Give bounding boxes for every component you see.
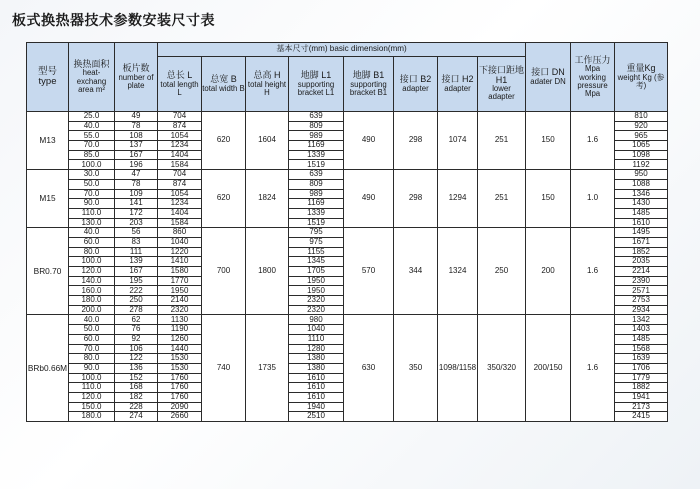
plates-cell: 152 bbox=[115, 373, 158, 383]
length-cell: 1260 bbox=[158, 334, 202, 344]
weight-cell: 2173 bbox=[615, 402, 668, 412]
bracket-l1-cell: 1380 bbox=[289, 363, 344, 373]
lower-adapter-cell: 350/320 bbox=[478, 315, 526, 422]
weight-cell: 1098 bbox=[615, 150, 668, 160]
dn-cell: 150 bbox=[526, 112, 571, 170]
bracket-l1-cell: 1345 bbox=[289, 257, 344, 267]
bracket-l1-cell: 1519 bbox=[289, 160, 344, 170]
plates-cell: 78 bbox=[115, 179, 158, 189]
area-cell: 110.0 bbox=[69, 208, 115, 218]
plates-cell: 56 bbox=[115, 228, 158, 238]
plates-cell: 274 bbox=[115, 412, 158, 422]
bracket-l1-cell: 975 bbox=[289, 237, 344, 247]
length-cell: 1054 bbox=[158, 189, 202, 199]
plates-cell: 141 bbox=[115, 199, 158, 209]
weight-cell: 1706 bbox=[615, 363, 668, 373]
plates-cell: 49 bbox=[115, 112, 158, 122]
plates-cell: 203 bbox=[115, 218, 158, 228]
weight-cell: 2214 bbox=[615, 267, 668, 277]
bracket-l1-cell: 989 bbox=[289, 189, 344, 199]
bracket-b1-cell: 570 bbox=[344, 228, 394, 315]
height-cell: 1824 bbox=[246, 170, 289, 228]
area-cell: 40.0 bbox=[69, 315, 115, 325]
weight-cell: 1882 bbox=[615, 383, 668, 393]
weight-cell: 1346 bbox=[615, 189, 668, 199]
weight-cell: 1403 bbox=[615, 325, 668, 335]
plates-cell: 136 bbox=[115, 363, 158, 373]
weight-cell: 950 bbox=[615, 170, 668, 180]
adapter-h2-cell: 1324 bbox=[438, 228, 478, 315]
area-cell: 130.0 bbox=[69, 218, 115, 228]
bracket-l1-cell: 1950 bbox=[289, 276, 344, 286]
area-cell: 150.0 bbox=[69, 402, 115, 412]
plates-cell: 47 bbox=[115, 170, 158, 180]
weight-cell: 1568 bbox=[615, 344, 668, 354]
plates-cell: 250 bbox=[115, 296, 158, 306]
adapter-h2-cell: 1074 bbox=[438, 112, 478, 170]
area-cell: 40.0 bbox=[69, 228, 115, 238]
area-cell: 140.0 bbox=[69, 276, 115, 286]
length-cell: 1760 bbox=[158, 392, 202, 402]
weight-cell: 1485 bbox=[615, 334, 668, 344]
weight-cell: 2390 bbox=[615, 276, 668, 286]
area-cell: 200.0 bbox=[69, 305, 115, 315]
header-plates: 板片数 number of plate bbox=[115, 43, 158, 112]
weight-cell: 965 bbox=[615, 131, 668, 141]
length-cell: 1040 bbox=[158, 237, 202, 247]
width-cell: 620 bbox=[202, 112, 246, 170]
header-total-length: 总长 L total length L bbox=[158, 57, 202, 112]
weight-cell: 1192 bbox=[615, 160, 668, 170]
bracket-l1-cell: 1169 bbox=[289, 141, 344, 151]
adapter-b2-cell: 350 bbox=[394, 315, 438, 422]
bracket-l1-cell: 639 bbox=[289, 170, 344, 180]
spec-table bbox=[26, 42, 668, 422]
pressure-cell: 1.6 bbox=[571, 315, 615, 422]
weight-cell: 1779 bbox=[615, 373, 668, 383]
length-cell: 1130 bbox=[158, 315, 202, 325]
bracket-l1-cell: 1940 bbox=[289, 402, 344, 412]
weight-cell: 1610 bbox=[615, 218, 668, 228]
weight-cell: 1941 bbox=[615, 392, 668, 402]
bracket-l1-cell: 1610 bbox=[289, 373, 344, 383]
length-cell: 1950 bbox=[158, 286, 202, 296]
bracket-l1-cell: 1280 bbox=[289, 344, 344, 354]
bracket-l1-cell: 1169 bbox=[289, 199, 344, 209]
header-model: 型号 type bbox=[27, 43, 69, 112]
plates-cell: 122 bbox=[115, 354, 158, 364]
plates-cell: 108 bbox=[115, 131, 158, 141]
model-cell: BR0.70 bbox=[27, 228, 69, 315]
header-total-width: 总宽 B total width B bbox=[202, 57, 246, 112]
area-cell: 100.0 bbox=[69, 160, 115, 170]
area-cell: 100.0 bbox=[69, 373, 115, 383]
area-cell: 70.0 bbox=[69, 344, 115, 354]
header-lower-adapter-h1: 下接口距地 H1 lower adapter bbox=[478, 57, 526, 112]
bracket-l1-cell: 639 bbox=[289, 112, 344, 122]
bracket-l1-cell: 1339 bbox=[289, 150, 344, 160]
bracket-l1-cell: 809 bbox=[289, 121, 344, 131]
model-cell: M13 bbox=[27, 112, 69, 170]
header-area: 换热面积 heat-exchang area m² bbox=[69, 43, 115, 112]
plates-cell: 167 bbox=[115, 150, 158, 160]
model-cell: M15 bbox=[27, 170, 69, 228]
area-cell: 60.0 bbox=[69, 237, 115, 247]
weight-cell: 1852 bbox=[615, 247, 668, 257]
length-cell: 1234 bbox=[158, 199, 202, 209]
area-cell: 180.0 bbox=[69, 296, 115, 306]
weight-cell: 1485 bbox=[615, 208, 668, 218]
table-row bbox=[27, 112, 668, 122]
length-cell: 874 bbox=[158, 179, 202, 189]
table-row bbox=[27, 228, 668, 238]
plates-cell: 83 bbox=[115, 237, 158, 247]
length-cell: 1404 bbox=[158, 208, 202, 218]
table-row bbox=[27, 170, 668, 180]
width-cell: 620 bbox=[202, 170, 246, 228]
area-cell: 70.0 bbox=[69, 141, 115, 151]
bracket-l1-cell: 1519 bbox=[289, 218, 344, 228]
table-row bbox=[27, 315, 668, 325]
length-cell: 1770 bbox=[158, 276, 202, 286]
plates-cell: 167 bbox=[115, 267, 158, 277]
adapter-b2-cell: 298 bbox=[394, 112, 438, 170]
weight-cell: 1430 bbox=[615, 199, 668, 209]
plates-cell: 278 bbox=[115, 305, 158, 315]
width-cell: 740 bbox=[202, 315, 246, 422]
length-cell: 704 bbox=[158, 112, 202, 122]
area-cell: 70.0 bbox=[69, 189, 115, 199]
weight-cell: 2934 bbox=[615, 305, 668, 315]
weight-cell: 1495 bbox=[615, 228, 668, 238]
weight-cell: 920 bbox=[615, 121, 668, 131]
weight-cell: 2415 bbox=[615, 412, 668, 422]
bracket-l1-cell: 1110 bbox=[289, 334, 344, 344]
length-cell: 1530 bbox=[158, 354, 202, 364]
area-cell: 100.0 bbox=[69, 257, 115, 267]
header-pressure: 工作压力 Mpa working pressure Mpa bbox=[571, 43, 615, 112]
width-cell: 700 bbox=[202, 228, 246, 315]
length-cell: 1410 bbox=[158, 257, 202, 267]
plates-cell: 111 bbox=[115, 247, 158, 257]
bracket-l1-cell: 809 bbox=[289, 179, 344, 189]
plates-cell: 78 bbox=[115, 121, 158, 131]
plates-cell: 196 bbox=[115, 160, 158, 170]
dn-cell: 200 bbox=[526, 228, 571, 315]
length-cell: 1220 bbox=[158, 247, 202, 257]
bracket-l1-cell: 1339 bbox=[289, 208, 344, 218]
header-weight: 重量Kg weight Kg (参考) bbox=[615, 43, 668, 112]
area-cell: 30.0 bbox=[69, 170, 115, 180]
area-cell: 90.0 bbox=[69, 363, 115, 373]
model-cell: BRb0.66M bbox=[27, 315, 69, 422]
area-cell: 85.0 bbox=[69, 150, 115, 160]
plates-cell: 106 bbox=[115, 344, 158, 354]
adapter-b2-cell: 298 bbox=[394, 170, 438, 228]
weight-cell: 2035 bbox=[615, 257, 668, 267]
area-cell: 80.0 bbox=[69, 354, 115, 364]
header-basic-dimension: 基本尺寸(mm) basic dimension(mm) bbox=[158, 43, 526, 57]
plates-cell: 139 bbox=[115, 257, 158, 267]
area-cell: 60.0 bbox=[69, 334, 115, 344]
weight-cell: 2753 bbox=[615, 296, 668, 306]
lower-adapter-cell: 251 bbox=[478, 112, 526, 170]
bracket-b1-cell: 490 bbox=[344, 112, 394, 170]
weight-cell: 1065 bbox=[615, 141, 668, 151]
area-cell: 110.0 bbox=[69, 383, 115, 393]
header-dn: 接口 DN adater DN bbox=[526, 43, 571, 112]
bracket-l1-cell: 1155 bbox=[289, 247, 344, 257]
adapter-h2-cell: 1098/1158 bbox=[438, 315, 478, 422]
bracket-l1-cell: 2320 bbox=[289, 305, 344, 315]
plates-cell: 109 bbox=[115, 189, 158, 199]
area-cell: 55.0 bbox=[69, 131, 115, 141]
plates-cell: 195 bbox=[115, 276, 158, 286]
area-cell: 40.0 bbox=[69, 121, 115, 131]
plates-cell: 228 bbox=[115, 402, 158, 412]
area-cell: 50.0 bbox=[69, 179, 115, 189]
pressure-cell: 1.6 bbox=[571, 112, 615, 170]
length-cell: 704 bbox=[158, 170, 202, 180]
header-bracket-b1: 地脚 B1 supporting bracket B1 bbox=[344, 57, 394, 112]
length-cell: 1234 bbox=[158, 141, 202, 151]
plates-cell: 172 bbox=[115, 208, 158, 218]
plates-cell: 92 bbox=[115, 334, 158, 344]
length-cell: 1580 bbox=[158, 267, 202, 277]
bracket-l1-cell: 1705 bbox=[289, 267, 344, 277]
plates-cell: 62 bbox=[115, 315, 158, 325]
height-cell: 1800 bbox=[246, 228, 289, 315]
weight-cell: 1671 bbox=[615, 237, 668, 247]
height-cell: 1735 bbox=[246, 315, 289, 422]
header-adapter-h2: 接口 H2 adapter bbox=[438, 57, 478, 112]
length-cell: 2090 bbox=[158, 402, 202, 412]
header-adapter-b2: 接口 B2 adapter bbox=[394, 57, 438, 112]
weight-cell: 810 bbox=[615, 112, 668, 122]
spec-table-body bbox=[27, 112, 668, 422]
lower-adapter-cell: 250 bbox=[478, 228, 526, 315]
header-bracket-l1: 地脚 L1 supporting bracket L1 bbox=[289, 57, 344, 112]
bracket-l1-cell: 795 bbox=[289, 228, 344, 238]
weight-cell: 1342 bbox=[615, 315, 668, 325]
plates-cell: 168 bbox=[115, 383, 158, 393]
bracket-l1-cell: 1380 bbox=[289, 354, 344, 364]
area-cell: 120.0 bbox=[69, 392, 115, 402]
area-cell: 180.0 bbox=[69, 412, 115, 422]
weight-cell: 2571 bbox=[615, 286, 668, 296]
bracket-b1-cell: 630 bbox=[344, 315, 394, 422]
length-cell: 1584 bbox=[158, 218, 202, 228]
bracket-l1-cell: 1610 bbox=[289, 392, 344, 402]
bracket-l1-cell: 2320 bbox=[289, 296, 344, 306]
area-cell: 25.0 bbox=[69, 112, 115, 122]
plates-cell: 137 bbox=[115, 141, 158, 151]
area-cell: 160.0 bbox=[69, 286, 115, 296]
bracket-l1-cell: 989 bbox=[289, 131, 344, 141]
area-cell: 120.0 bbox=[69, 267, 115, 277]
plates-cell: 76 bbox=[115, 325, 158, 335]
pressure-cell: 1.0 bbox=[571, 170, 615, 228]
dn-cell: 200/150 bbox=[526, 315, 571, 422]
adapter-b2-cell: 344 bbox=[394, 228, 438, 315]
length-cell: 1584 bbox=[158, 160, 202, 170]
bracket-l1-cell: 1610 bbox=[289, 383, 344, 393]
lower-adapter-cell: 251 bbox=[478, 170, 526, 228]
length-cell: 1404 bbox=[158, 150, 202, 160]
length-cell: 2140 bbox=[158, 296, 202, 306]
length-cell: 1760 bbox=[158, 373, 202, 383]
bracket-b1-cell: 490 bbox=[344, 170, 394, 228]
length-cell: 860 bbox=[158, 228, 202, 238]
adapter-h2-cell: 1294 bbox=[438, 170, 478, 228]
area-cell: 90.0 bbox=[69, 199, 115, 209]
length-cell: 2320 bbox=[158, 305, 202, 315]
length-cell: 1054 bbox=[158, 131, 202, 141]
pressure-cell: 1.6 bbox=[571, 228, 615, 315]
length-cell: 1440 bbox=[158, 344, 202, 354]
length-cell: 1760 bbox=[158, 383, 202, 393]
plates-cell: 182 bbox=[115, 392, 158, 402]
area-cell: 50.0 bbox=[69, 325, 115, 335]
height-cell: 1604 bbox=[246, 112, 289, 170]
header-total-height: 总高 H total height H bbox=[246, 57, 289, 112]
bracket-l1-cell: 980 bbox=[289, 315, 344, 325]
dn-cell: 150 bbox=[526, 170, 571, 228]
length-cell: 2660 bbox=[158, 412, 202, 422]
plates-cell: 222 bbox=[115, 286, 158, 296]
weight-cell: 1088 bbox=[615, 179, 668, 189]
area-cell: 80.0 bbox=[69, 247, 115, 257]
page-title: 板式换热器技术参数安装尺寸表 bbox=[12, 13, 215, 29]
length-cell: 1530 bbox=[158, 363, 202, 373]
bracket-l1-cell: 1040 bbox=[289, 325, 344, 335]
bracket-l1-cell: 2510 bbox=[289, 412, 344, 422]
length-cell: 1190 bbox=[158, 325, 202, 335]
length-cell: 874 bbox=[158, 121, 202, 131]
bracket-l1-cell: 1950 bbox=[289, 286, 344, 296]
weight-cell: 1639 bbox=[615, 354, 668, 364]
